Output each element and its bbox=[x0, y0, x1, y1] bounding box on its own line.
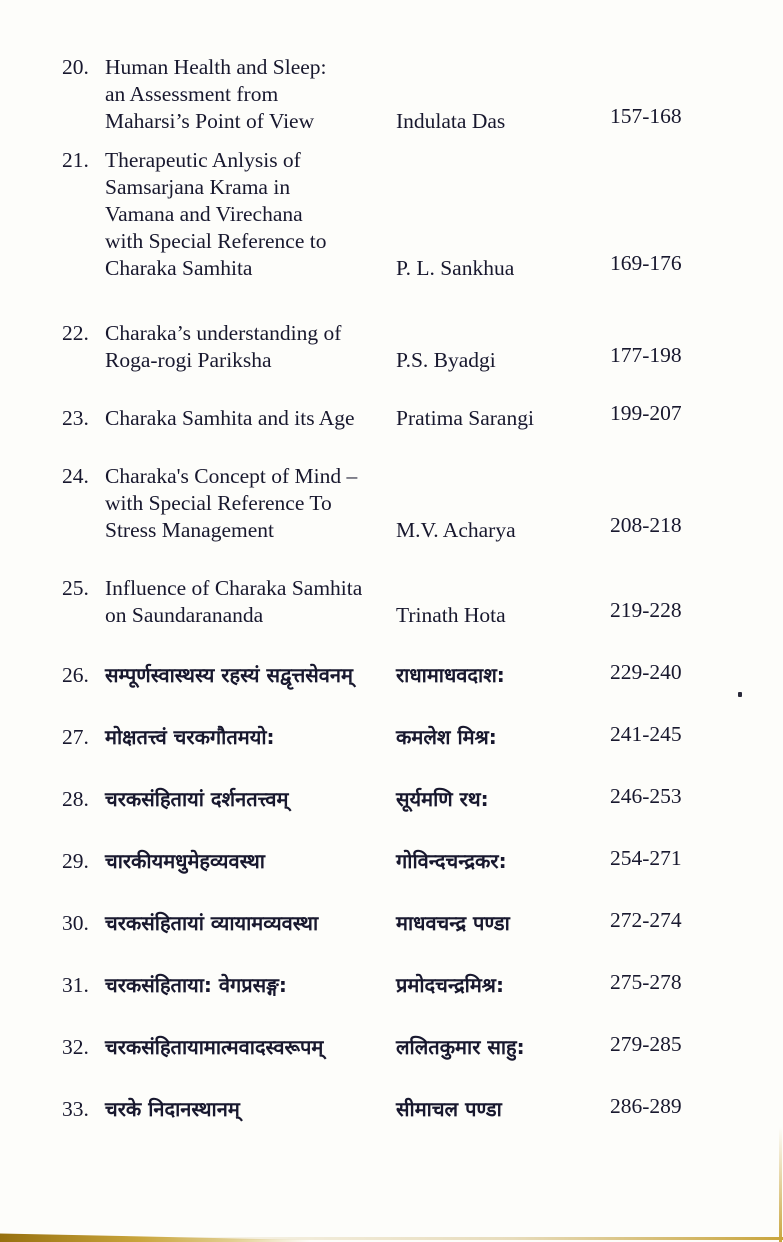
toc-entry bbox=[62, 54, 752, 135]
entry-title-line: चरकसंहितायां दर्शनतत्त्वम् bbox=[105, 787, 289, 811]
entry-number: 20. bbox=[62, 55, 89, 79]
entry-title bbox=[105, 147, 396, 282]
entry-title bbox=[105, 320, 396, 374]
entry-title-line: चरकसंहिताया: वेगप्रसङ्ग: bbox=[105, 973, 287, 997]
entry-title bbox=[105, 970, 396, 1000]
entry-title bbox=[105, 463, 396, 544]
entry-number: 23. bbox=[62, 406, 89, 430]
entry-pages: 254-271 bbox=[610, 846, 682, 870]
entry-author: Pratima Sarangi bbox=[396, 406, 534, 430]
entry-title bbox=[105, 846, 396, 876]
entry-pages: 208-218 bbox=[610, 513, 682, 537]
scan-speck bbox=[738, 692, 742, 697]
toc-entry bbox=[62, 846, 752, 876]
entry-title-line: Charaka Samhita bbox=[105, 256, 253, 280]
entry-author: P.S. Byadgi bbox=[396, 348, 496, 372]
entry-number: 30. bbox=[62, 911, 89, 935]
entry-title-line: चरके निदानस्थानम् bbox=[105, 1097, 240, 1121]
toc-entry bbox=[62, 320, 752, 374]
entry-author: गोविन्दचन्द्रकर: bbox=[396, 849, 507, 873]
entry-title-line: मोक्षतत्त्वं चरकगौतमयो: bbox=[105, 725, 275, 749]
entry-number: 28. bbox=[62, 787, 89, 811]
entry-number: 32. bbox=[62, 1035, 89, 1059]
entry-title bbox=[105, 784, 396, 814]
toc-entry bbox=[62, 463, 752, 544]
toc-entry bbox=[62, 1032, 752, 1062]
entry-pages: 286-289 bbox=[610, 1094, 682, 1118]
toc-entry bbox=[62, 908, 752, 938]
entry-number: 31. bbox=[62, 973, 89, 997]
entry-author: ललितकुमार साहु: bbox=[396, 1035, 525, 1059]
entry-pages: 246-253 bbox=[610, 784, 682, 808]
entry-title-line: चरकसंहितायामात्मवादस्वरूपम् bbox=[105, 1035, 324, 1059]
entry-title bbox=[105, 660, 396, 690]
toc-entry bbox=[62, 401, 752, 432]
entry-pages: 199-207 bbox=[610, 401, 682, 425]
toc-list bbox=[62, 54, 752, 1156]
entry-pages: 279-285 bbox=[610, 1032, 682, 1056]
entry-number: 25. bbox=[62, 576, 89, 600]
entry-author: कमलेश मिश्र: bbox=[396, 725, 497, 749]
entry-title-line: Influence of Charaka Samhita bbox=[105, 576, 363, 600]
entry-title-line: on Saundarananda bbox=[105, 603, 264, 627]
entry-number: 22. bbox=[62, 321, 89, 345]
entry-title bbox=[105, 405, 396, 432]
entry-number: 27. bbox=[62, 725, 89, 749]
toc-entry bbox=[62, 784, 752, 814]
entry-title-line: Vamana and Virechana bbox=[105, 202, 303, 226]
entry-title-line: Roga-rogi Pariksha bbox=[105, 348, 272, 372]
entry-title-line: with Special Reference To bbox=[105, 491, 332, 515]
entry-number: 21. bbox=[62, 148, 89, 172]
page-edge-gold-right-line bbox=[779, 1127, 782, 1242]
entry-number: 26. bbox=[62, 663, 89, 687]
entry-title-line: चरकसंहितायां व्यायामव्यवस्था bbox=[105, 911, 319, 935]
entry-number: 24. bbox=[62, 464, 89, 488]
entry-title-line: Charaka Samhita and its Age bbox=[105, 406, 355, 430]
entry-pages: 169-176 bbox=[610, 251, 682, 275]
entry-pages: 275-278 bbox=[610, 970, 682, 994]
entry-title-line: सम्पूर्णस्वास्थस्य रहस्यं सद्वृत्तसेवनम् bbox=[105, 663, 353, 687]
entry-title-line: Charaka's Concept of Mind – bbox=[105, 464, 358, 488]
toc-entry bbox=[62, 147, 752, 282]
toc-entry bbox=[62, 722, 752, 752]
entry-title-line: Stress Management bbox=[105, 518, 274, 542]
entry-title bbox=[105, 1094, 396, 1124]
entry-pages: 272-274 bbox=[610, 908, 682, 932]
entry-pages: 177-198 bbox=[610, 343, 682, 367]
entry-pages: 219-228 bbox=[610, 598, 682, 622]
entry-title bbox=[105, 908, 396, 938]
entry-title-line: Therapeutic Anlysis of bbox=[105, 148, 301, 172]
entry-number: 33. bbox=[62, 1097, 89, 1121]
entry-title bbox=[105, 575, 396, 629]
entry-author: Trinath Hota bbox=[396, 603, 506, 627]
entry-title bbox=[105, 722, 396, 752]
entry-author: प्रमोदचन्द्रमिश्र: bbox=[396, 973, 504, 997]
entry-author: सूर्यमणि रथ: bbox=[396, 787, 489, 811]
toc-entry bbox=[62, 660, 752, 690]
entry-author: राधामाधवदाश: bbox=[396, 663, 505, 687]
entry-author: सीमाचल पण्डा bbox=[396, 1097, 502, 1121]
entry-author: माधवचन्द्र पण्डा bbox=[396, 911, 510, 935]
toc-entry bbox=[62, 970, 752, 1000]
entry-author: P. L. Sankhua bbox=[396, 256, 515, 280]
entry-title-line: an Assessment from bbox=[105, 82, 279, 106]
entry-pages: 157-168 bbox=[610, 104, 682, 128]
entry-pages: 229-240 bbox=[610, 660, 682, 684]
toc-entry bbox=[62, 575, 752, 629]
entry-title-line: Charaka’s understanding of bbox=[105, 321, 342, 345]
entry-title bbox=[105, 1032, 396, 1062]
entry-title-line: Samsarjana Krama in bbox=[105, 175, 291, 199]
entry-author: Indulata Das bbox=[396, 109, 506, 133]
page-edge-gold-bottom-line bbox=[180, 1237, 783, 1240]
entry-pages: 241-245 bbox=[610, 722, 682, 746]
entry-title-line: चारकीयमधुमेहव्यवस्था bbox=[105, 849, 265, 873]
toc-entry bbox=[62, 1094, 752, 1124]
entry-author: M.V. Acharya bbox=[396, 518, 516, 542]
entry-number: 29. bbox=[62, 849, 89, 873]
entry-title-line: Maharsi’s Point of View bbox=[105, 109, 315, 133]
entry-title-line: with Special Reference to bbox=[105, 229, 327, 253]
entry-title-line: Human Health and Sleep: bbox=[105, 55, 327, 79]
entry-title bbox=[105, 54, 396, 135]
